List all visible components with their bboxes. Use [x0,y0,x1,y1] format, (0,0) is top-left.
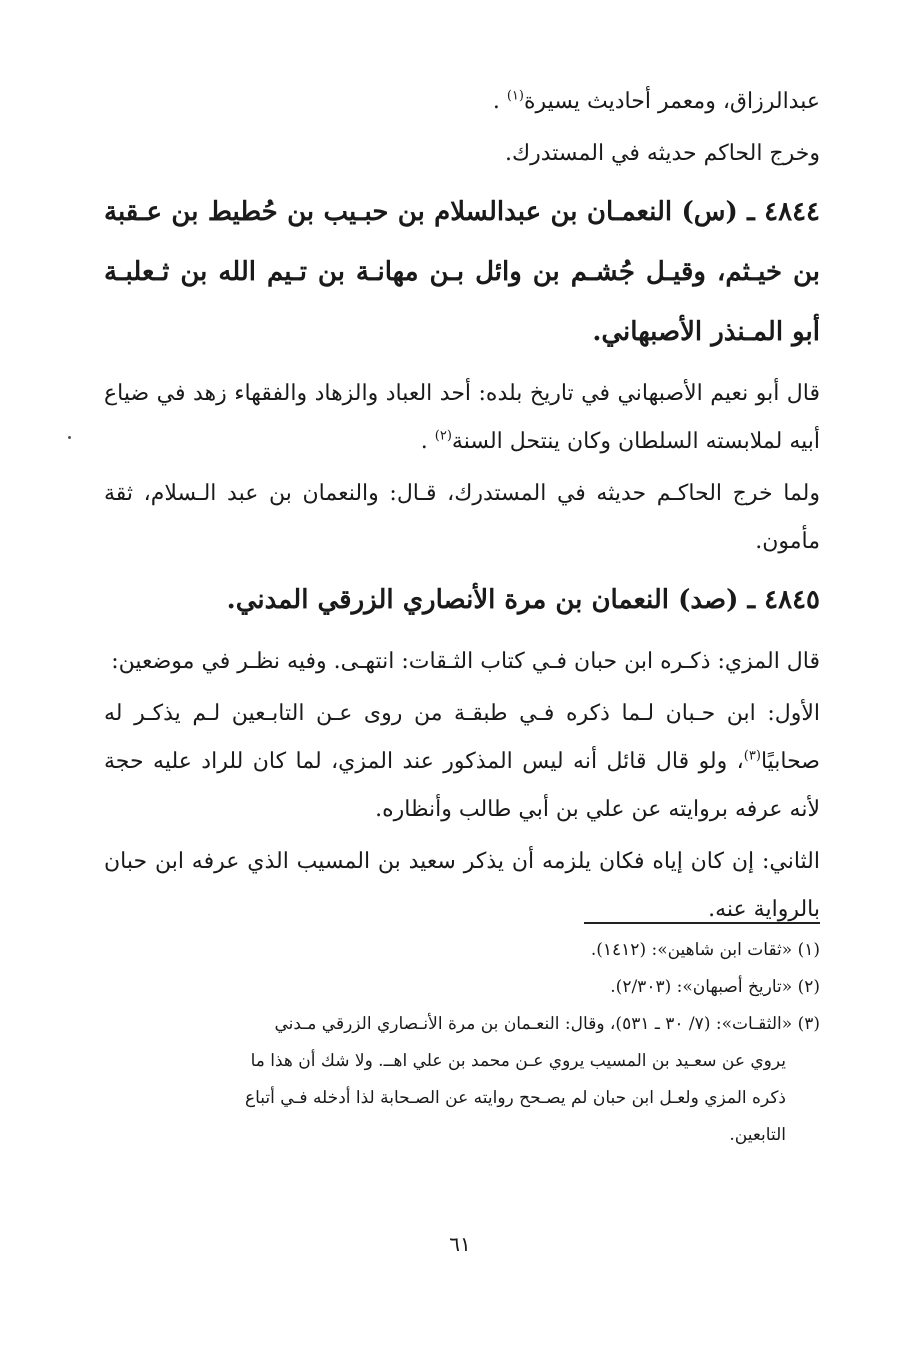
footnote-ref-3: (٣) [743,748,761,764]
paragraph-hakim: ولما خرج الحاكـم حديثه في المستدرك، قـال: والنعمان بن عبد الـسلام، ثقة مأمون. [104,481,820,554]
footnote-ref-2: (٢) [434,428,452,444]
text-span-end: . [492,89,507,114]
footnote-1: (١) «ثقات ابن شاهين»: (١٤١٢). [590,940,820,960]
footnotes [104,932,820,1154]
footnote-3: (٣) «الثقـات»: (٧/ ٣٠ ـ ٥٣١)، وقال: النعـمان بن مرة الأنـصاري الزرقي مـدني [274,1014,820,1034]
paragraph-second-point: الثاني: إن كان إياه فكان يلزمه أن يذكر سعيد بن المسيب الذي عرفه ابن حبان بالرواية عنه. [104,849,820,922]
paragraph-abu-nuaym [104,370,820,466]
entry-heading-4844: ٤٨٤٤ ـ (س) النعمـان بن عبدالسلام بن حبـيب بن حُطيط بن عـقبة بن خيـثم، وقيـل جُشـم بن وائل بـن مهانـة بن تـيم الله بن ثـعلبـة أبو المـنذر الأصبهاني. [104,197,820,347]
text-span-end: ، ولو قال قائل أنه ليس المذكور عند المزي، لما كان للراد عليه حجة لأنه عرفه بروايته عن علي بن أبي طالب وأنظاره. [104,749,820,822]
paragraph-first-point [104,690,820,834]
footnote-3-cont-3: التابعين. [729,1125,786,1145]
footnote-2: (٢) «تاريخ أصبهان»: (٢/٣٠٣). [610,977,820,997]
footnote-ref-1: (١) [506,88,524,104]
text-span: عبدالرزاق، ومعمر أحاديث يسيرة [523,89,820,114]
footnote-3-cont-2: ذكره المزي ولعـل ابن حبان لم يصـحح روايته عن الصـحابة لذا أدخله فـي أتباع [244,1088,786,1108]
footnote-3-cont-1: يروي عن سعـيد بن المسيب يروي عـن محمد بن علي اهــ. ولا شك أن هذا ما [250,1051,786,1071]
footnote-separator [584,922,820,924]
page-body [104,78,820,938]
text-span-end: . [420,429,435,454]
text-span: الأول: ابن حـبان لـما ذكره فـي طبقـة من روى عـن التابـعين لـم يذكـر له صحابيًا [104,701,820,774]
text-span: قال أبو نعيم الأصبهاني في تاريخ بلده: أحد العباد والزهاد والفقهاء زهد في ضياع أبيه لملابسته السلطان وكان ينتحل السنة [104,381,820,454]
entry-heading-4845: ٤٨٤٥ ـ (صد) النعمان بن مرة الأنصاري الزرقي المدني. [226,585,820,615]
paragraph-mizzi: قال المزي: ذكـره ابن حبان فـي كتاب الثـقات: انتهـى. وفيه نظـر في موضعين: [111,649,820,674]
page-number: ٦١ [449,1232,471,1256]
text-line-2: وخرج الحاكم حديثه في المستدرك. [504,141,820,166]
margin-mark [68,436,71,439]
text-line-1 [104,78,820,126]
